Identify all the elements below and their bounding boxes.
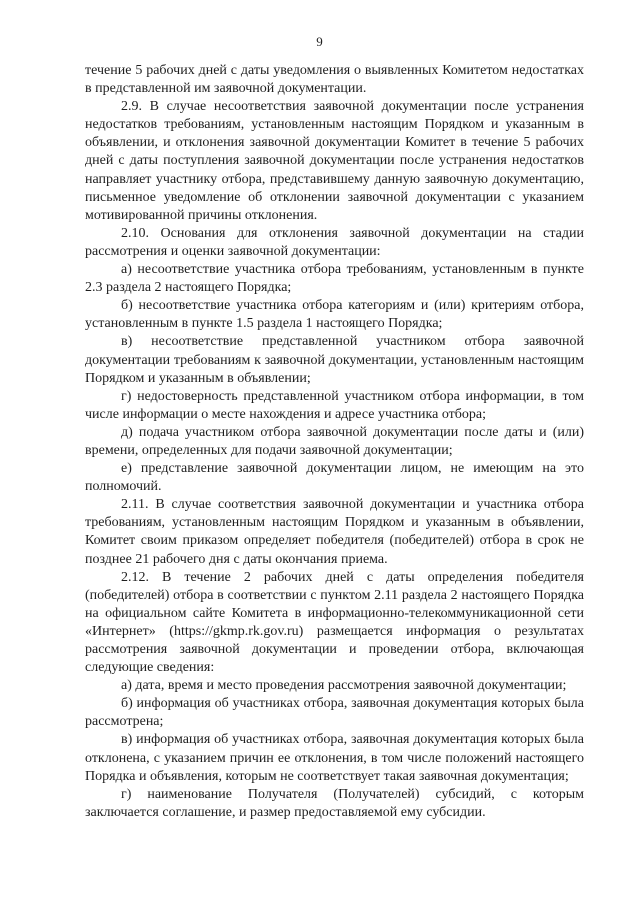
list-item-2-12-a: а) дата, время и место проведения рассмотрения заявочной документации; [121, 678, 567, 694]
list-item-2-10-d: д) подача участником отбора заявочной документации после даты и (или) времени, определенных для подачи заявочной документации; [85, 424, 584, 458]
document-body [85, 62, 584, 822]
paragraph-2-12: 2.12. В течение 2 рабочих дней с даты определения победителя (победителей) отбора в соответствии с пунктом 2.11 раздела 2 настоящего Порядка на официальном сайте Комитета в информационно-телекоммуникационной сети «Интернет» (https://gkmp.rk.gov.ru) размещается информация о результатах рассмотрения заявочной документации и проведении отбора, включающая следующие сведения: [85, 569, 584, 676]
paragraph-2-10: 2.10. Основания для отклонения заявочной документации на стадии рассмотрения и оценки заявочной документации: [85, 225, 584, 259]
list-item-2-12-v: в) информация об участниках отбора, заявочная документация которых была отклонена, с указанием причин ее отклонения, в том числе положений настоящего Порядка и объявления, которым не соответствует такая заявочная документация; [85, 732, 584, 784]
list-item-2-12-g: г) наименование Получателя (Получателей) субсидий, с которым заключается соглашение, и размер предоставляемой ему субсидии. [85, 786, 584, 820]
page-number: 9 [316, 34, 323, 49]
list-item-2-10-a: а) несоответствие участника отбора требованиям, установленным в пункте 2.3 раздела 2 настоящего Порядка; [85, 262, 584, 296]
paragraph-2-9: 2.9. В случае несоответствия заявочной документации после устранения недостатков требованиям, установленным настоящим Порядком и указанным в объявлении, и отклонения заявочной документации Комитет в течение 5 рабочих дней с даты поступления заявочной документации после устранения недостатков направляет участнику отбора, представившему данную заявочную документацию, письменное уведомление об отклонении заявочной документации с указанием мотивированной причины отклонения. [85, 99, 584, 223]
list-item-2-10-g: г) недостоверность представленной участником отбора информации, в том числе информации о месте нахождения и адресе участника отбора; [85, 388, 584, 422]
paragraph-continuation: течение 5 рабочих дней с даты уведомления о выявленных Комитетом недостатках в представленной им заявочной документации. [85, 63, 584, 97]
list-item-2-10-b: б) несоответствие участника отбора категориям и (или) критериям отбора, установленным в пункте 1.5 раздела 1 настоящего Порядка; [85, 298, 584, 332]
paragraph-2-11: 2.11. В случае соответствия заявочной документации и участника отбора требованиям, установленным настоящим Порядком и указанным в объявлении, Комитет своим приказом определяет победителя (победителей) отбора в срок не позднее 21 рабочего дня с даты окончания приема. [85, 497, 584, 567]
list-item-2-10-e: е) представление заявочной документации лицом, не имеющим на это полномочий. [85, 461, 584, 495]
list-item-2-10-v: в) несоответствие представленной участником отбора заявочной документации требованиям к заявочной документации, установленным настоящим Порядком и указанным в объявлении; [85, 334, 584, 386]
list-item-2-12-b: б) информация об участниках отбора, заявочная документация которых была рассмотрена; [85, 696, 584, 730]
